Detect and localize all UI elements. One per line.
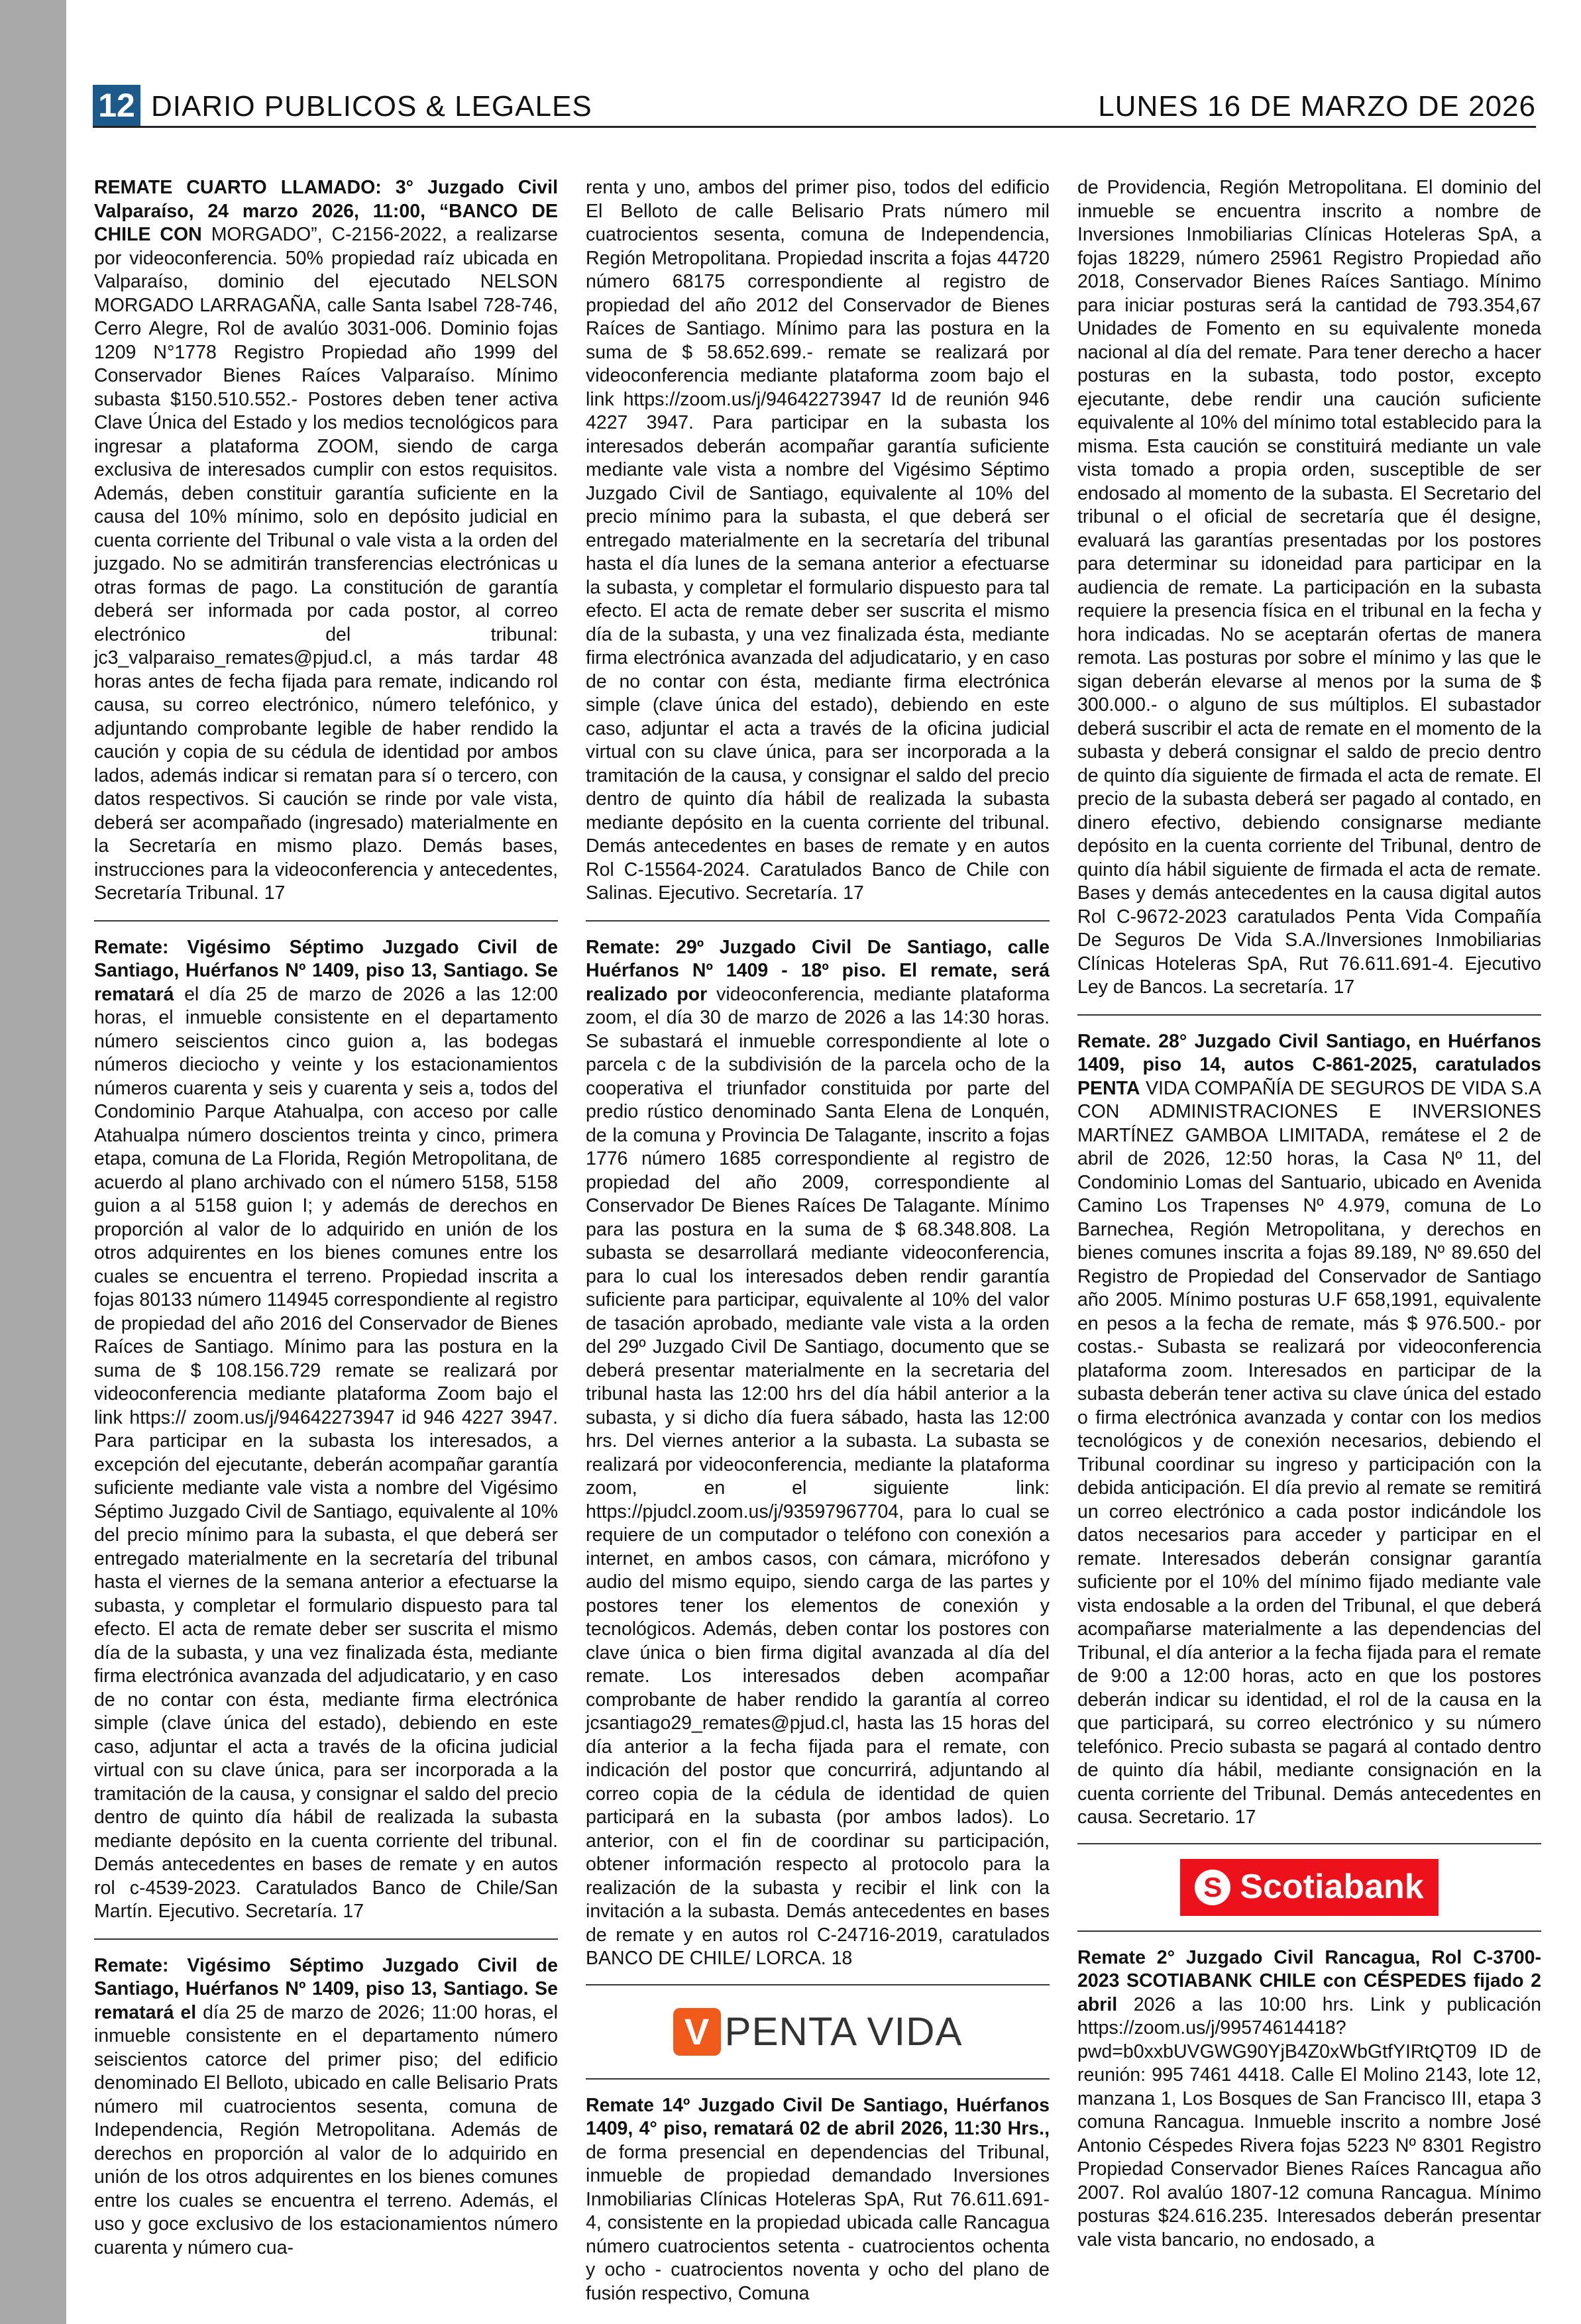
legal-notice (94, 936, 558, 1924)
scotiabank-s-icon: S (1195, 1870, 1230, 1905)
notice-heading: Remate: Vigésimo Séptimo Juzgado Civil de Santiago, Huérfanos Nº 1409, piso 13, Santiago. Se rematará (94, 936, 558, 1005)
page-number: 12 (93, 85, 140, 126)
column-3 (1077, 176, 1541, 2264)
notice-body: videoconferencia, mediante plataforma zoom, el día 30 de marzo de 2026 a las 14:30 horas. Se subastará el inmueble correspondiente al lote o parcela c de la subdivisión de la parcela ocho de la cooperativa el triunfador constituida por parte del predio rústico denominado Santa Elena de Lonquén, de la comuna y Provincia De Talagante, inscrito a fojas 1776 número 1685 correspondiente al registro de propiedad del año 2009, correspondiente al Conservador De Bienes Raíces De Talagante. Mínimo para las postura en la suma de $ 68.348.808. La subasta se desarrollará mediante videoconferencia, para lo cual los interesados deben rendir garantía suficiente para participar, equivalente al 10% del valor de tasación aprobado, mediante vale vista a la orden del 29º Juzgado Civil De Santiago, documento que se deberá presentar materialmente en la secretaria del tribunal hasta las 12:00 hrs del día hábil anterior a la subasta, y si dicho día fuera sábado, hasta las 12:00 hrs. Del viernes anterior a la subasta. La subasta se realizará por videoconferencia, mediante la plataforma zoom, en el siguiente link: https://pjudcl.zoom.us/j/93597967704, para lo cual se requiere de un computador o teléfono con conexión a internet, en ambos casos, con cámara, micrófono y audio del mismo equipo, siendo carga de las partes y postores tener los elementos de conexión y tecnológicos. Además, deben contar los postores con clave única o bien firma digital avanzada al día del remate. Los interesados deben acompañar comprobante de haber rendido la garantía al correo jcsantiago29_remates@pjud.cl, hasta las 15 horas del día anterior a la fecha fijada para el remate, con indicación del postor que concurrirá, adjuntando al correo copia de la cédula de identidad de quien participará en la subasta (por ambos lados). Lo anterior, con el fin de coordinar su participación, obtener información respecto al protocolo para la realización de la subasta y recibir el link con la invitación a la subasta. Demás antecedentes en bases de remate y en autos rol C-24716-2019, caratulados BANCO DE CHILE/ LORCA. 18 (586, 983, 1050, 1969)
legal-notice (94, 1954, 558, 2260)
notice-heading: REMATE CUARTO LLAMADO: 3° Juzgado Civil Valparaíso, 24 marzo 2026, 11:00, “BANCO DE CHILE CON (94, 177, 558, 245)
column-1 (94, 176, 558, 2272)
penta-v-icon: V (673, 2008, 721, 2056)
notice-body: día 25 de marzo de 2026; 11:00 horas, el inmueble consistente en el departamento número seiscientos catorce del primer piso; del edificio denominado El Belloto, ubicado en calle Belisario Prats número mil cuatrocientos sesenta, comuna de Independencia, Región Metropolitana. Además de derechos en proporción al valor de lo adquirido en unión de los otros adquirentes en los bienes comunes entre los cuales se encuentra el terreno. Además, el uso y goce exclusivo de los estacionamientos número cuarenta y número cua- (94, 2001, 558, 2258)
divider (94, 920, 558, 922)
divider (1077, 1014, 1541, 1016)
notice-heading: Remate: 29º Juzgado Civil De Santiago, calle Huérfanos Nº 1409 - 18º piso. El remate, será realizado por (586, 936, 1050, 1005)
publication-name: DIARIO PUBLICOS & LEGALES (151, 90, 592, 123)
penta-logo-text: PENTA VIDA (724, 2009, 963, 2054)
divider (586, 2078, 1050, 2080)
notice-body: el día 25 de marzo de 2026 a las 12:00 horas, el inmueble consistente en el departamento número seiscientos cinco guion a, las bodegas números dieciocho y veinte y los estacionamientos números cuarenta y seis y cuarenta y seis a, todos del Condominio Parque Atahualpa, con acceso por calle Atahualpa número doscientos treinta y cinco, primera etapa, comuna de La Florida, Región Metropolitana, de acuerdo al plano archivado con el número 5158, 5158 guion a al 5158 guion I; y además de derechos en proporción al valor de lo adquirido en unión de los otros adquirentes en los bienes comunes entre los cuales se encuentra el terreno. Propiedad inscrita a fojas 80133 número 114945 correspondiente al registro de propiedad del año 2016 del Conservador de Bienes Raíces de Santiago. Mínimo para las postura en la suma de $ 108.156.729 remate se realizará por videoconferencia mediante plataforma Zoom bajo el link https:// zoom.us/j/94642273947 id 946 4227 3947. Para participar en la subasta los interesados, a excepción del ejecutante, deberán acompañar garantía suficiente mediante vale vista a nombre del Vigésimo Séptimo Juzgado Civil de Santiago, equivalente al 10% del precio mínimo para la subasta, el que deberá ser entregado materialmente en la secretaría del tribunal hasta el viernes de la semana anterior a efectuarse la subasta, y completar el formulario dispuesto para tal efecto. El acta de remate deber ser suscrita el mismo día de la subasta, y una vez finalizada ésta, mediante firma electrónica avanzada del adjudicatario, y en caso de no contar con ésta, mediante firma electrónica simple (clave única del estado), debiendo en este caso, adjuntar el acta a través de la oficina judicial virtual con su clave única, para ser incorporada a la tramitación de la causa, y consignar el saldo del precio dentro de quinto día hábil de realizada la subasta mediante depósito en la cuenta corriente del tribunal. Demás antecedentes en bases de remate y en autos rol c-4539-2023. Caratulados Banco de Chile/San Martín. Ejecutivo. Secretaría. 17 (94, 983, 558, 1922)
publication-date: LUNES 16 DE MARZO DE 2026 (1098, 90, 1536, 123)
scotiabank-badge (1180, 1859, 1438, 1916)
notice-heading: Remate 14º Juzgado Civil De Santiago, Huérfanos 1409, 4° piso, rematará 02 de abril 2026, 11:30 Hrs., (586, 2094, 1050, 2139)
legal-notice (1077, 1946, 1541, 2252)
divider (586, 920, 1050, 922)
legal-notice (586, 936, 1050, 1971)
legal-notice-continued (1077, 176, 1541, 1000)
notice-heading: Remate 2° Juzgado Civil Rancagua, Rol C-3700-2023 SCOTIABANK CHILE con CÉSPEDES fijado 2 abril (1077, 1946, 1541, 2015)
page-header (93, 85, 1536, 128)
notice-body: VIDA COMPAÑÍA DE SEGUROS DE VIDA S.A CON ADMINISTRACIONES E INVERSIONES MARTÍNEZ GAMBOA LIMITADA, remátese el 2 de abril de 2026, 12:50 horas, la Casa Nº 11, del Condominio Lomas del Santuario, ubicado en Avenida Camino Los Trapenses Nº 4.979, comuna de Lo Barnechea, Región Metropolitana, y derechos en bienes comunes inscrita a fojas 89.189, Nº 89.650 del Registro de Propiedad del Conservador de Santiago año 2005. Mínimo posturas U.F 658,1991, equivalente en pesos a la fecha de remate, más $ 976.500.- por costas.- Subasta se realizará por videoconferencia plataforma zoom. Interesados en participar de la subasta deberán tener activa su clave única del estado o firma electrónica avanzada y contar con los medios tecnológicos y de conexión necesarios, debiendo el Tribunal coordinar su ingreso y participación con la debida anticipación. El día previo al remate se remitirá un correo electrónico a cada postor indicándole los datos necesarios para acceder y participar en el remate. Interesados deberán consignar garantía suficiente por el 10% del mínimo fijado mediante vale vista endosable a la orden del Tribunal, el que deberá acompañarse materialmente a las dependencias del Tribunal, el día anterior a la fecha fijada para el remate de 9:00 a 12:00 horas, acto en que los postores deberán indicar su identidad, el rol de la causa en la que participará, su correo electrónico y su número telefónico. Precio subasta se pagará al contado dentro de quinto día hábil, mediante consignación en la cuenta corriente del Tribunal. Demás antecedentes en causa. Secretario. 17 (1077, 1077, 1541, 1828)
legal-notice (94, 176, 558, 906)
scotiabank-logo (1077, 1843, 1541, 1930)
scotiabank-name: Scotiabank (1240, 1867, 1424, 1906)
column-2 (586, 176, 1050, 2317)
legal-notice-continued (586, 176, 1050, 906)
legal-notice (586, 2094, 1050, 2306)
divider (1077, 1930, 1541, 1932)
notice-body: de Providencia, Región Metropolitana. El dominio del inmueble se encuentra inscrito a nombre de Inversiones Inmobiliarias Clínicas Hoteleras SpA, a fojas 18229, número 25961 Registro Propiedad año 2018, Conservador Bienes Raíces Santiago. Mínimo para iniciar posturas será la cantidad de 793.354,67 Unidades de Fomento en su equivalente moneda nacional al día del remate. Para tener derecho a hacer posturas en la subasta, todo postor, excepto ejecutante, debe rendir una caución suficiente equivalente al 10% del mínimo total establecido para la misma. Esta caución se constituirá mediante un vale vista tomado a propia orden, susceptible de ser endosado al momento de la subasta. El Secretario del tribunal o el oficial de secretaría que él designe, evaluará las garantías presentadas por los postores para determinar su idoneidad para participar en la audiencia de remate. La participación en la subasta requiere la presencia física en el tribunal en la fecha y hora indicadas. No se aceptarán ofertas de manera remota. Las posturas por sobre el mínimo y las que le sigan deberán elevarse al menos por la suma de $ 300.000.- o alguno de sus múltiplos. El subastador deberá suscribir el acta de remate en el momento de la subasta y deberá consignar el saldo de precio dentro de quinto día siguiente de firmada el acta de remate. El precio de la subasta deberá ser pagado al contado, en dinero efectivo, debiendo consignarse mediante depósito en la cuenta corriente del Tribunal, dentro de quinto día hábil siguiente de firmada el acta de remate. Bases y demás antecedentes en la causa digital autos Rol C-9672-2023 caratulados Penta Vida Compañía De Seguros De Vida S.A./Inversiones Inmobiliarias Clínicas Hoteleras SpA, Rut 76.611.691-4. Ejecutivo Ley de Bancos. La secretaría. 17 (1077, 177, 1541, 998)
notice-body: renta y uno, ambos del primer piso, todos del edificio El Belloto de calle Belisario Prats número mil cuatrocientos sesenta, comuna de Independencia, Región Metropolitana. Propiedad inscrita a fojas 44720 número 68175 correspondiente al registro de propiedad del año 2012 del Conservador de Bienes Raíces de Santiago. Mínimo para las postura en la suma de $ 58.652.699.- remate se realizará por videoconferencia mediante plataforma zoom bajo el link https://zoom.us/j/94642273947 Id de reunión 946 4227 3947. Para participar en la subasta los interesados deberán acompañar garantía suficiente mediante vale vista a nombre del Vigésimo Séptimo Juzgado Civil de Santiago, equivalente al 10% del precio mínimo para la subasta, el que deberá ser entregado materialmente en la secretaría del tribunal hasta el día lunes de la semana anterior a efectuarse la subasta, y completar el formulario dispuesto para tal efecto. El acta de remate deber ser suscrita el mismo día de la subasta, y una vez finalizada ésta, mediante firma electrónica avanzada del adjudicatario, y en caso de no contar con ésta, mediante firma electrónica simple (clave única del estado), debiendo en este caso, adjuntar el acta a través de la oficina judicial virtual con su clave única, para ser incorporada a la tramitación de la causa, y consignar el saldo del precio dentro de quinto día hábil de realizada la subasta mediante depósito en la cuenta corriente del tribunal. Demás antecedentes en bases de remate y en autos Rol C-15564-2024. Caratulados Banco de Chile con Salinas. Ejecutivo. Secretaría. 17 (586, 177, 1050, 904)
notice-body: MORGADO”, C-2156-2022, a realizarse por videoconferencia. 50% propiedad raíz ubicada en Valparaíso, dominio del ejecutado NELSON MORGADO LARRAGAÑA, calle Santa Isabel 728-746, Cerro Alegre, Rol de avalúo 3031-006. Dominio fojas 1209 N°1778 Registro Propiedad año 1999 del Conservador Bienes Raíces Valparaíso. Mínimo subasta $150.510.552.- Postores deben tener activa Clave Única del Estado y los medios tecnológicos para ingresar a plataforma ZOOM, siendo de carga exclusiva de interesados cumplir con estos requisitos. Además, deben constituir garantía suficiente en la causa del 10% mínimo, solo en depósito judicial en cuenta corriente del Tribunal o vale vista a la orden del juzgado. No se admitirán transferencias electrónicas u otras formas de pago. La constitución de garantía deberá ser informada por cada postor, al correo electrónico del tribunal: jc3_valparaiso_remates@pjud.cl, a más tardar 48 horas antes de fecha fijada para remate, indicando rol causa, su correo electrónico, número telefónico, y adjuntando comprobante legible de haber rendido la caución y copia de su cédula de identidad por ambos lados, además indicar si rematan para sí o tercero, con datos respectivos. Si caución se rinde por vale vista, deberá ser acompañado (ingresado) materialmente en la Secretaría en mismo plazo. Demás bases, instrucciones para la videoconferencia y antecedentes, Secretaría Tribunal. 17 (94, 224, 558, 904)
divider (94, 1938, 558, 1940)
notice-heading: Remate. 28° Juzgado Civil Santiago, en Huérfanos 1409, piso 14, autos C-861-2025, caratulados PENTA (1077, 1030, 1541, 1099)
notice-body: 2026 a las 10:00 hrs. Link y publicación https://zoom.us/j/99574614418?pwd=b0xxbUVGWG90YjB4Z0xWbGtfYIRtQT09 ID de reunión: 995 7461 4418. Calle El Molino 2143, lote 12, manzana 1, Los Bosques de San Francisco III, etapa 3 comuna Rancagua. Inmueble inscrito a nombre José Antonio Céspedes Rivera fojas 5223 Nº 8301 Registro Propiedad Conservador Bienes Raíces Rancagua año 2007. Rol avalúo 1807-12 comuna Rancagua. Mínimo posturas $24.616.235. Interesados deberán presentar vale vista bancario, no endosado, a (1077, 1993, 1541, 2250)
notice-heading: Remate: Vigésimo Séptimo Juzgado Civil de Santiago, Huérfanos Nº 1409, piso 13, Santiago. Se rematará el (94, 1954, 558, 2023)
legal-notice (1077, 1030, 1541, 1830)
penta-vida-logo (586, 1984, 1050, 2078)
notice-body: de forma presencial en dependencias del Tribunal, inmueble de propiedad demandado Inversiones Inmobiliarias Clínicas Hoteleras SpA, Rut 76.611.691-4, consistente en la propiedad ubicada calle Rancagua número cuatrocientos setenta - cuatrocientos ochenta y ocho - cuatrocientos noventa y ocho del plano de fusión respectivo, Comuna (586, 2141, 1050, 2304)
